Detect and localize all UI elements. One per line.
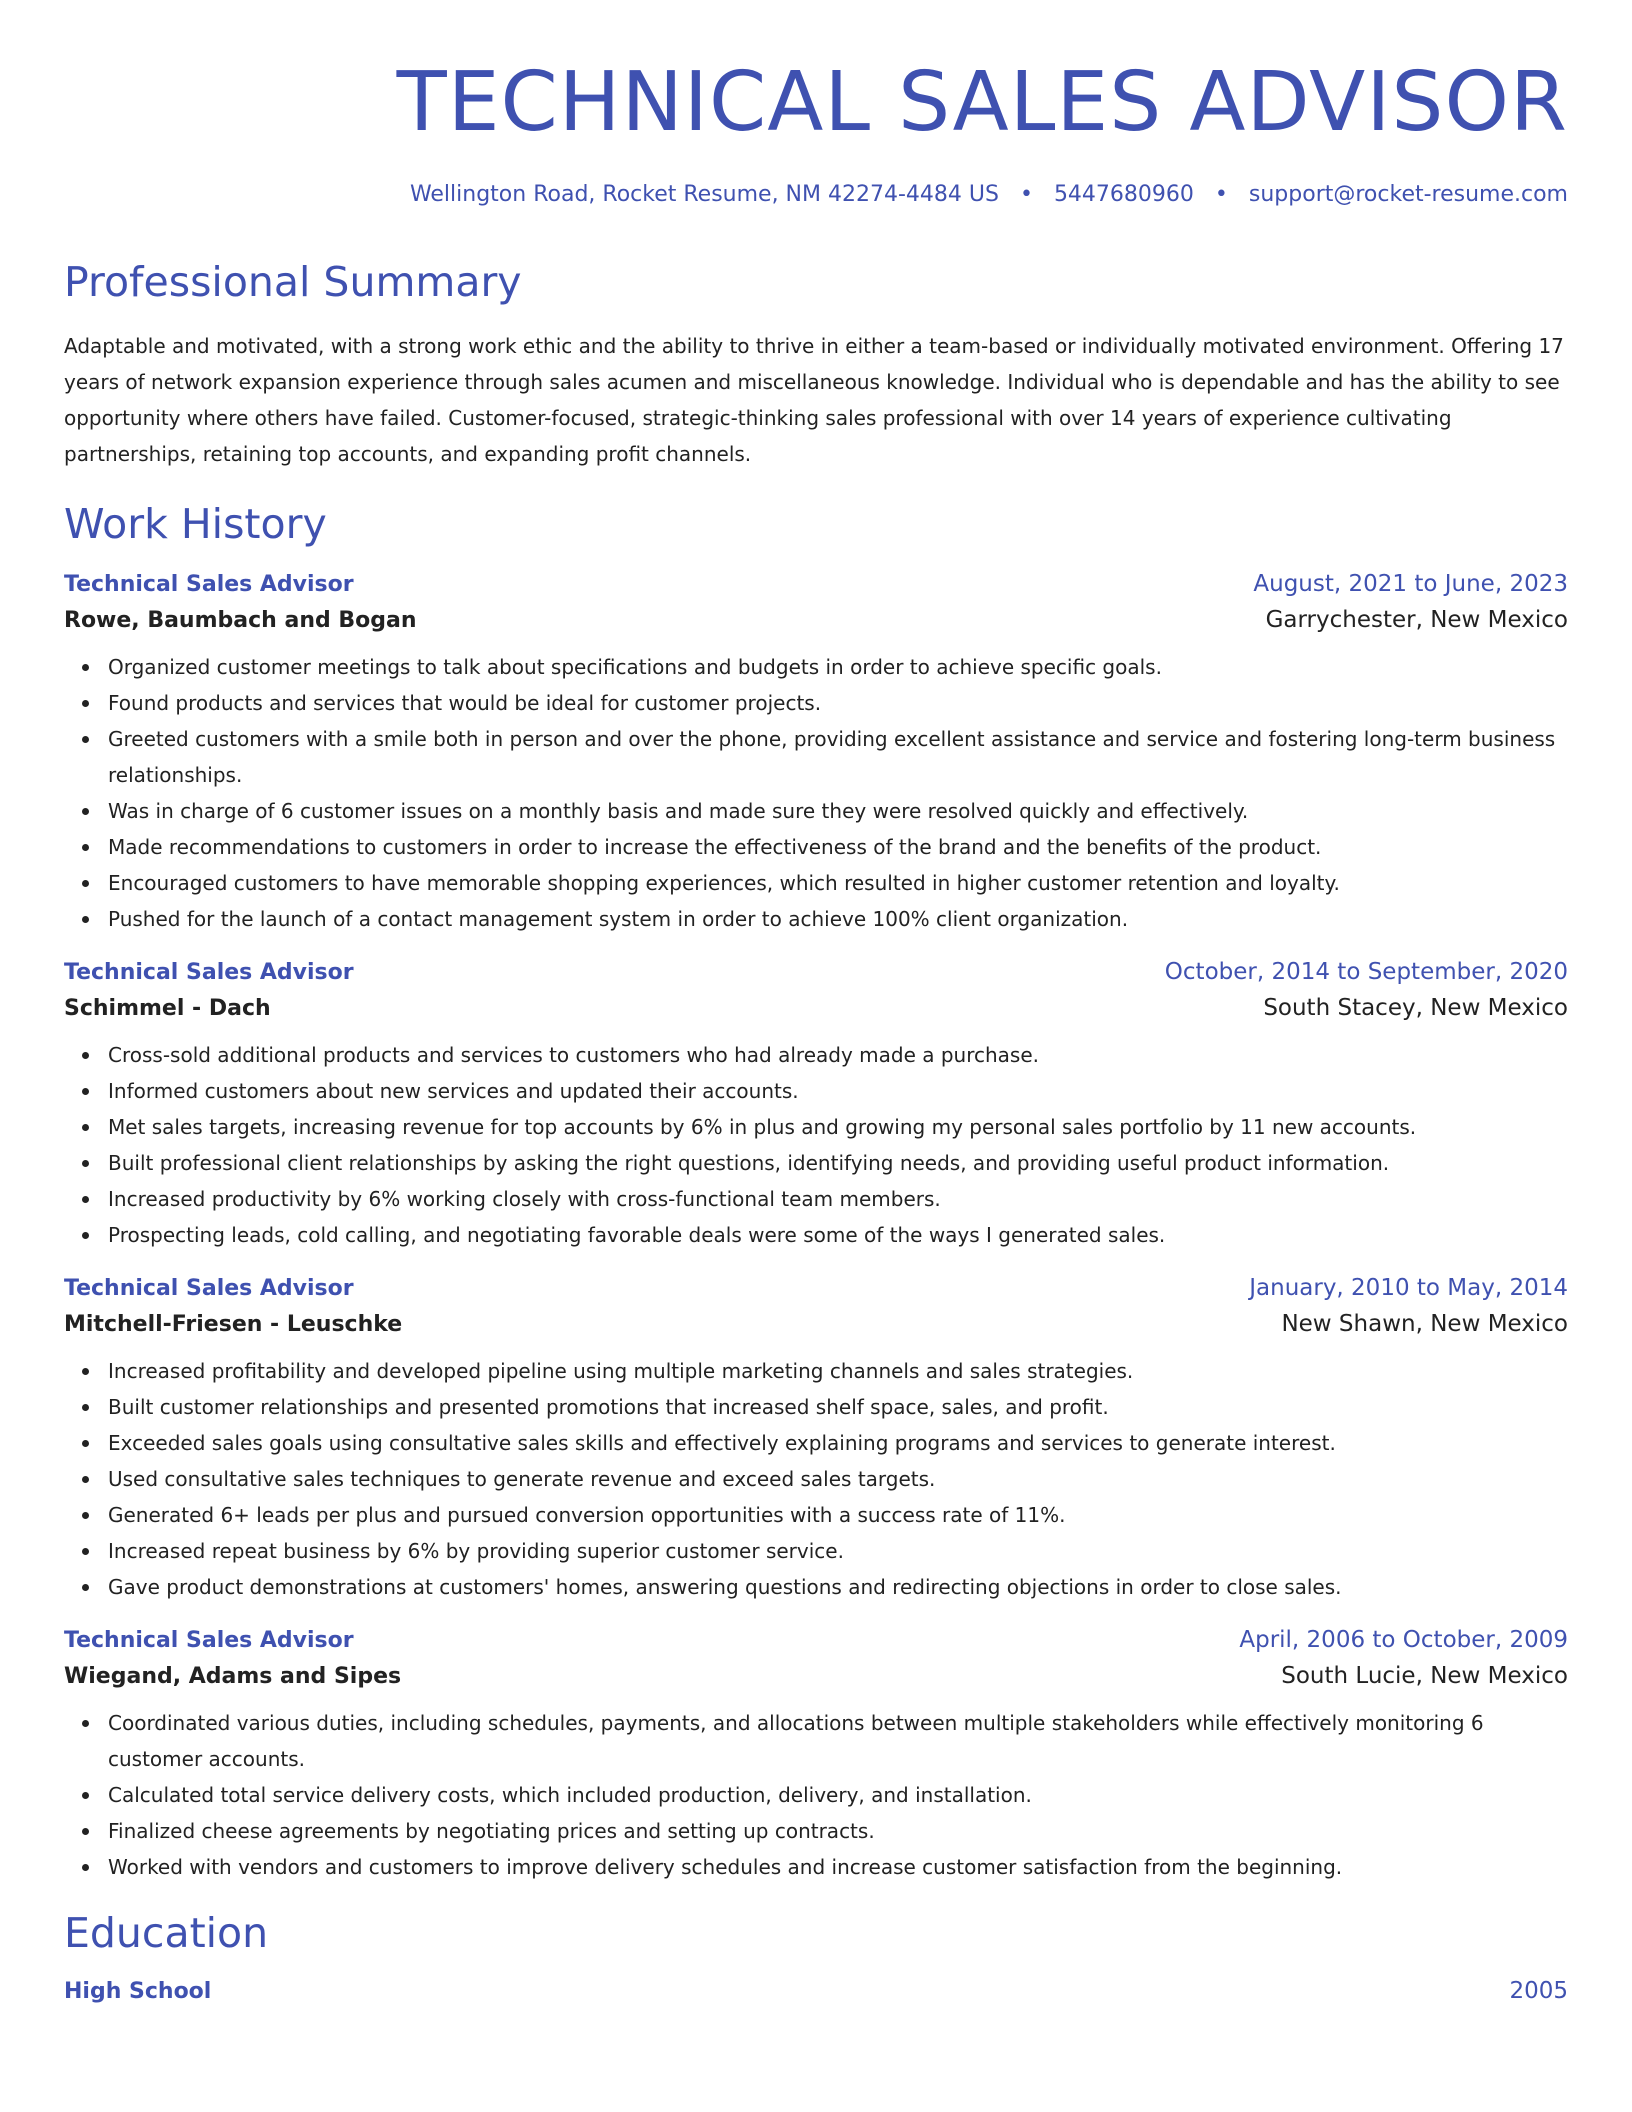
job-bullet: Made recommendations to customers in order to increase the effectiveness of the brand and the benefits of the product. <box>64 829 1568 865</box>
job-company: Schimmel - Dach <box>64 995 271 1021</box>
education-list <box>64 1978 1568 2004</box>
job-entry <box>64 1627 1568 1885</box>
job-company-row <box>64 607 1568 633</box>
work-history-section-title: Work History <box>64 499 327 548</box>
job-bullet: Informed customers about new services and updated their accounts. <box>64 1073 1568 1109</box>
education-degree: High School <box>64 1978 212 2004</box>
job-dates: January, 2010 to May, 2014 <box>1249 1274 1568 1301</box>
job-bullet-list <box>64 1353 1568 1605</box>
job-location: Garrychester, New Mexico <box>1265 606 1568 633</box>
job-bullet: Increased repeat business by 6% by providing superior customer service. <box>64 1533 1568 1569</box>
contact-separator: • <box>1019 182 1033 207</box>
job-bullet: Finalized cheese agreements by negotiating prices and setting up contracts. <box>64 1813 1568 1849</box>
job-company: Wiegand, Adams and Sipes <box>64 1663 402 1689</box>
job-title: Technical Sales Advisor <box>64 1275 354 1301</box>
job-header-row <box>64 1275 1568 1301</box>
job-bullet: Exceeded sales goals using consultative sales skills and effectively explaining programs and services to generate interest. <box>64 1425 1568 1461</box>
job-company: Rowe, Baumbach and Bogan <box>64 607 417 633</box>
job-company-row <box>64 995 1568 1021</box>
job-bullet: Was in charge of 6 customer issues on a monthly basis and made sure they were resolved quickly and effectively. <box>64 793 1568 829</box>
job-company-row <box>64 1311 1568 1337</box>
job-dates: August, 2021 to June, 2023 <box>1253 570 1568 597</box>
contact-email: support@rocket-resume.com <box>1248 182 1568 207</box>
job-bullet: Met sales targets, increasing revenue for top accounts by 6% in plus and growing my personal sales portfolio by 11 new accounts. <box>64 1109 1568 1145</box>
job-dates: October, 2014 to September, 2020 <box>1164 958 1568 985</box>
job-header-row <box>64 571 1568 597</box>
job-bullet: Increased profitability and developed pipeline using multiple marketing channels and sales strategies. <box>64 1353 1568 1389</box>
education-entry <box>64 1978 1568 2004</box>
job-bullet: Encouraged customers to have memorable shopping experiences, which resulted in higher customer retention and loyalty. <box>64 865 1568 901</box>
resume-page <box>64 0 1568 2112</box>
summary-section-title: Professional Summary <box>64 258 522 307</box>
job-bullet: Gave product demonstrations at customers' homes, answering questions and redirecting objections in order to close sales. <box>64 1569 1568 1605</box>
job-bullet: Pushed for the launch of a contact management system in order to achieve 100% client organization. <box>64 901 1568 937</box>
job-title: Technical Sales Advisor <box>64 959 354 985</box>
job-dates: April, 2006 to October, 2009 <box>1239 1626 1568 1653</box>
job-title: Technical Sales Advisor <box>64 571 354 597</box>
job-bullet: Organized customer meetings to talk about specifications and budgets in order to achieve specific goals. <box>64 649 1568 685</box>
job-bullet-list <box>64 1037 1568 1253</box>
job-bullet: Worked with vendors and customers to improve delivery schedules and increase customer satisfaction from the beginning. <box>64 1849 1568 1885</box>
job-title: Technical Sales Advisor <box>64 1627 354 1653</box>
contact-phone: 5447680960 <box>1053 182 1194 207</box>
job-company-row <box>64 1663 1568 1689</box>
job-bullet: Coordinated various duties, including schedules, payments, and allocations between multiple stakeholders while effectively monitoring 6 customer accounts. <box>64 1705 1568 1777</box>
contact-separator: • <box>1214 182 1228 207</box>
job-bullet: Generated 6+ leads per plus and pursued conversion opportunities with a success rate of 11%. <box>64 1497 1568 1533</box>
job-bullet: Used consultative sales techniques to generate revenue and exceed sales targets. <box>64 1461 1568 1497</box>
job-bullet: Greeted customers with a smile both in person and over the phone, providing excellent assistance and service and fostering long-term business relationships. <box>64 721 1568 793</box>
education-year: 2005 <box>1509 1977 1568 2004</box>
job-bullet: Prospecting leads, cold calling, and negotiating favorable deals were some of the ways I generated sales. <box>64 1217 1568 1253</box>
resume-name-heading: TECHNICAL SALES ADVISOR <box>396 55 1568 150</box>
job-entry <box>64 571 1568 937</box>
job-company: Mitchell-Friesen - Leuschke <box>64 1311 403 1337</box>
job-location: South Stacey, New Mexico <box>1263 994 1568 1021</box>
contact-address: Wellington Road, Rocket Resume, NM 42274-4484 US <box>409 182 999 207</box>
education-section-title: Education <box>64 1908 269 1957</box>
job-bullet: Built customer relationships and presented promotions that increased shelf space, sales, and profit. <box>64 1389 1568 1425</box>
job-location: South Lucie, New Mexico <box>1281 1662 1568 1689</box>
job-bullet: Found products and services that would be ideal for customer projects. <box>64 685 1568 721</box>
job-header-row <box>64 959 1568 985</box>
job-bullet: Built professional client relationships by asking the right questions, identifying needs, and providing useful product information. <box>64 1145 1568 1181</box>
contact-line <box>64 182 1568 208</box>
work-history-list <box>64 571 1568 1885</box>
job-entry <box>64 1275 1568 1605</box>
summary-text: Adaptable and motivated, with a strong work ethic and the ability to thrive in either a team-based or individually motivated environment. Offering 17 years of network expansion experience through sales acumen and miscellaneous knowledge. Individual who is dependable and has the ability to see opportunity where others have failed. Customer-focused, strategic-thinking sales professional with over 14 years of experience cultivating partnerships, retaining top accounts, and expanding profit channels. <box>64 333 1564 466</box>
job-bullet-list <box>64 649 1568 937</box>
job-header-row <box>64 1627 1568 1653</box>
job-bullet: Increased productivity by 6% working closely with cross-functional team members. <box>64 1181 1568 1217</box>
job-location: New Shawn, New Mexico <box>1281 1310 1568 1337</box>
job-bullet-list <box>64 1705 1568 1885</box>
job-bullet: Cross-sold additional products and services to customers who had already made a purchase. <box>64 1037 1568 1073</box>
job-entry <box>64 959 1568 1253</box>
job-bullet: Calculated total service delivery costs, which included production, delivery, and installation. <box>64 1777 1568 1813</box>
